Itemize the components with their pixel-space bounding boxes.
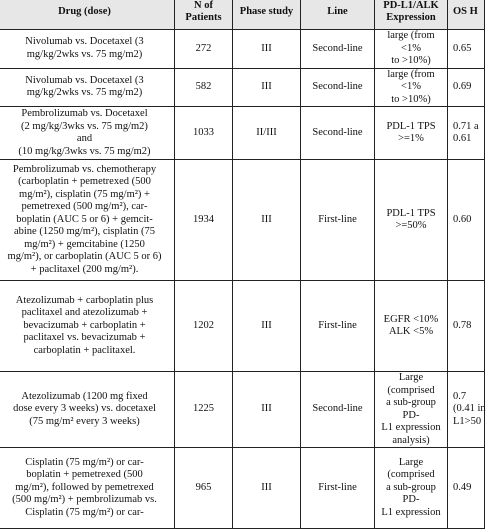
cell-os [448,30,485,69]
table-row [0,160,485,281]
os-line: 0.78 [453,319,472,331]
cell-expression [375,107,448,160]
cell-line: First-line [301,160,375,281]
header-os: OS H [448,0,485,30]
os-line: 0.65 [453,42,472,54]
cell-os [448,372,485,448]
os-line: (0.41 in [453,403,486,415]
cell-line: Second-line [301,372,375,448]
drug-line: mg/m²), cisplatin (75 mg/m²) + [19,188,150,200]
cell-line: First-line [301,281,375,372]
header-phase: Phase study [233,0,301,30]
cell-patients: 1225 [175,372,233,448]
expression-line: PDL-1 TPS >=1% [386,120,436,144]
cell-drug [0,107,175,160]
header-patients [175,0,233,30]
drug-line: Nivolumab vs. Docetaxel (3 [25,74,144,86]
cell-line: Second-line [301,68,375,107]
drug-line: + paclitaxel (200 mg/m²). [30,263,139,275]
header-patients-line: N of [194,0,213,11]
header-patients-line: Patients [185,12,222,23]
cell-phase: III [233,281,301,372]
drug-line: pemetrexed (500 mg/m²), car- [21,201,148,213]
cell-phase: III [233,160,301,281]
cell-os [448,448,485,529]
cell-phase: II/III [233,107,301,160]
cell-drug [0,372,175,448]
drug-line: mg/kg/2wks vs. 75 mg/m2) [26,87,143,99]
cell-drug [0,160,175,281]
drug-line: paclitaxel vs. bevacizumab + [23,332,146,344]
cell-expression [375,448,448,529]
drug-line: Cisplatin (75 mg/m²) or car- [25,456,144,468]
cell-patients: 272 [175,30,233,69]
cell-patients: 582 [175,68,233,107]
cell-patients: 1202 [175,281,233,372]
expression-line: to >10%) [391,55,431,66]
cell-phase: III [233,30,301,69]
expression-line: a sub-group PD- [386,397,436,421]
cell-os [448,281,485,372]
drug-line: (carboplatin + pemetrexed (500 [18,176,151,188]
table-row [0,372,485,448]
table-row [0,281,485,372]
drug-line: mg/m²) + gemcitabine (1250 [24,238,145,250]
cell-patients: 965 [175,448,233,529]
cell-drug [0,30,175,69]
cell-os [448,107,485,160]
cell-expression [375,68,448,107]
expression-line: EGFR <10% [383,313,439,325]
cell-line: First-line [301,448,375,529]
cell-phase: III [233,68,301,107]
expression-line: Large (comprised [387,372,435,396]
cell-expression [375,372,448,448]
drug-line: Atezolizumab + carboplatin plus [15,294,154,306]
drug-line: Pembrolizumab vs. chemotherapy [12,163,157,175]
drug-line: (10 mg/kg/3wks vs. 75 mg/m2) [18,145,151,157]
expression-line: a sub-group PD- [386,481,436,506]
drug-line: carboplatin + paclitaxel. [33,344,136,356]
cell-os [448,160,485,281]
header-expression-line: PD-L1/ALK [383,0,439,11]
cell-os [448,68,485,107]
os-line: 0.61 [453,133,472,144]
drug-line: boplatin (AUC 5 or 6) + gemcit- [16,213,153,225]
table-row [0,30,485,69]
drug-line: mg/m²), or carboplatin (AUC 5 or 6) [7,251,162,263]
cell-expression [375,281,448,372]
expression-line: L1 expression [381,506,441,518]
cell-drug [0,281,175,372]
header-line: Line [301,0,375,30]
expression-line: Large (comprised [387,456,435,481]
drug-line: (75 mg/m² every 3 weeks) [29,415,140,427]
drug-line: boplatin + pemetrexed (500 [26,469,143,481]
cell-phase: III [233,448,301,529]
drug-line: (500 mg/m²) + pembrolizumab vs. [12,494,157,506]
header-expression [375,0,448,30]
expression-line: large (from <1% [387,68,435,92]
table-row [0,68,485,107]
drug-line: Pembrolizumab vs. Docetaxel [21,108,148,119]
expression-line: to >10%) [391,93,431,105]
table-body [0,30,485,529]
os-line: 0.7 [453,390,467,402]
expression-line: PDL-1 TPS [386,207,436,219]
header-drug: Drug (dose) [0,0,175,30]
drug-line: abine (1250 mg/m²), cisplatin (75 [13,226,156,238]
cell-patients: 1934 [175,160,233,281]
expression-line: L1 expression [381,422,441,433]
drug-line: Atezolizumab (1200 mg fixed [21,390,148,402]
os-line: 0.69 [453,81,472,92]
drug-line: paclitaxel and atezolizumab + [21,307,148,319]
cell-drug [0,448,175,529]
cell-expression [375,30,448,69]
os-line: L1>50 [453,415,482,427]
expression-line: analysis) [392,434,430,446]
os-line: 0.49 [453,481,472,493]
header-expression-line: Expression [386,12,436,23]
cell-patients: 1033 [175,107,233,160]
expression-line: >=50% [395,220,427,231]
drug-line: (2 mg/kg/3wks vs. 75 mg/m2) [21,120,148,132]
cell-line: Second-line [301,30,375,69]
expression-line: large (from <1% [387,30,435,54]
cell-expression [375,160,448,281]
drug-line: dose every 3 weeks) vs. docetaxel [13,403,156,415]
os-line: 0.60 [453,213,472,225]
cell-line: Second-line [301,107,375,160]
table-row [0,107,485,160]
drug-line: and [76,133,93,144]
os-line: 0.71 a [453,120,479,132]
drug-line: mg/kg/2wks vs. 75 mg/m2) [26,48,143,60]
drug-line: Cisplatin (75 mg/m²) or car- [25,506,144,518]
expression-line: ALK <5% [388,326,434,337]
drug-line: bevacizumab + carboplatin + [23,319,146,331]
table-row [0,448,485,529]
header-row [0,0,485,30]
drug-line: Nivolumab vs. Docetaxel (3 [25,36,144,48]
cell-phase: III [233,372,301,448]
cell-drug [0,68,175,107]
drug-line: mg/m²), followed by pemetrexed [15,481,154,493]
